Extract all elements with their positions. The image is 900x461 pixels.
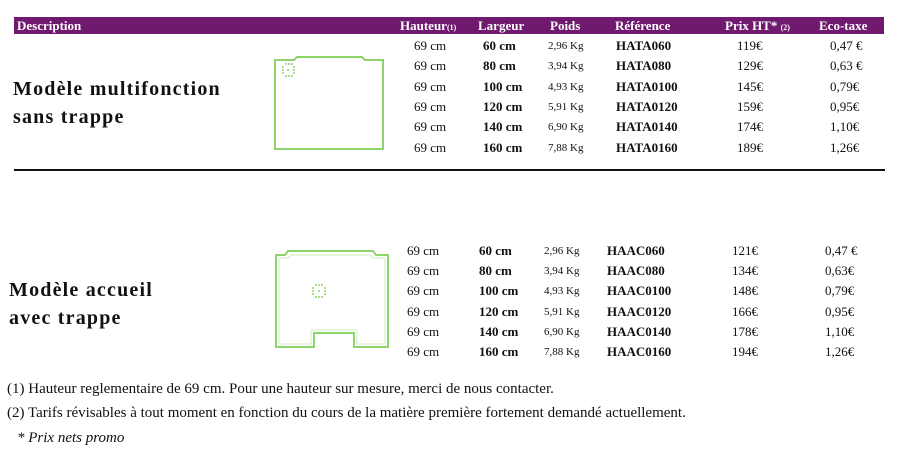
cell-reference: HATA0120 xyxy=(616,98,678,114)
cell-reference: HATA0140 xyxy=(616,119,678,135)
cell-largeur: 160 cm xyxy=(483,139,523,155)
table-row xyxy=(0,97,900,117)
cell-hauteur: 69 cm xyxy=(407,263,440,279)
cell-prix: 121€ xyxy=(732,243,758,258)
cell-ecotaxe: 0,95€ xyxy=(825,303,855,319)
cell-ecotaxe: 0,47 € xyxy=(830,38,863,53)
cell-ecotaxe: 0,63€ xyxy=(825,263,855,279)
cell-prix: 166€ xyxy=(732,303,758,319)
cell-poids: 4,93 Kg xyxy=(548,80,584,93)
cell-hauteur: 69 cm xyxy=(414,119,447,135)
cell-reference: HAAC080 xyxy=(607,263,665,279)
section-divider xyxy=(14,169,885,171)
cell-reference: HATA0160 xyxy=(616,139,678,155)
cell-reference: HAAC0160 xyxy=(607,344,672,359)
cell-ecotaxe: 0,47 € xyxy=(825,243,858,258)
cell-prix: 119€ xyxy=(737,38,763,53)
product-title-line2: sans trappe xyxy=(13,106,125,128)
cell-largeur: 120 cm xyxy=(479,303,519,319)
product-title-line1: Modèle accueil xyxy=(9,279,153,301)
cell-poids: 5,91 Kg xyxy=(548,100,584,113)
cell-largeur: 160 cm xyxy=(479,344,519,359)
cell-ecotaxe: 0,79€ xyxy=(830,78,860,94)
table-row xyxy=(0,138,900,158)
cell-hauteur: 69 cm xyxy=(407,344,440,359)
cell-ecotaxe: 0,95€ xyxy=(830,98,860,114)
table-row xyxy=(0,302,900,322)
cell-hauteur: 69 cm xyxy=(414,58,447,74)
cell-largeur: 140 cm xyxy=(479,323,519,339)
cell-prix: 134€ xyxy=(732,263,758,279)
cell-reference: HATA0100 xyxy=(616,78,678,94)
cell-poids: 3,94 Kg xyxy=(548,60,584,73)
cell-hauteur: 69 cm xyxy=(407,283,440,299)
cell-prix: 145€ xyxy=(737,78,763,94)
cell-largeur: 140 cm xyxy=(483,119,523,135)
cell-largeur: 100 cm xyxy=(483,78,523,94)
cell-largeur: 60 cm xyxy=(479,243,512,258)
cell-ecotaxe: 1,26€ xyxy=(830,139,860,155)
cell-prix: 194€ xyxy=(732,344,758,359)
cell-reference: HATA080 xyxy=(616,58,672,74)
cell-hauteur: 69 cm xyxy=(414,98,447,114)
cell-prix: 159€ xyxy=(737,98,763,114)
cell-poids: 6,90 Kg xyxy=(544,325,580,338)
cell-poids: 3,94 Kg xyxy=(544,265,580,278)
cell-prix: 148€ xyxy=(732,283,758,299)
cell-poids: 5,91 Kg xyxy=(544,305,580,318)
header-description: Description xyxy=(17,18,82,33)
table-row xyxy=(0,77,900,97)
cell-poids: 7,88 Kg xyxy=(548,141,584,154)
header-reference: Référence xyxy=(615,18,671,33)
table-row xyxy=(0,342,900,362)
header-prix: Prix HT* (2) xyxy=(725,18,790,33)
cell-hauteur: 69 cm xyxy=(407,243,440,258)
table-row xyxy=(0,117,900,137)
cell-hauteur: 69 cm xyxy=(414,78,447,94)
cell-poids: 6,90 Kg xyxy=(548,121,584,134)
cell-poids: 2,96 Kg xyxy=(548,40,584,52)
cell-reference: HAAC060 xyxy=(607,243,665,258)
cell-poids: 4,93 Kg xyxy=(544,285,580,298)
cell-reference: HAAC0100 xyxy=(607,283,672,299)
table-row xyxy=(0,241,900,261)
cell-poids: 7,88 Kg xyxy=(544,346,580,358)
cell-largeur: 120 cm xyxy=(483,98,523,114)
table-row xyxy=(0,36,900,56)
cell-largeur: 60 cm xyxy=(483,38,516,53)
cell-reference: HATA060 xyxy=(616,38,672,53)
cell-prix: 178€ xyxy=(732,323,758,339)
table-row xyxy=(0,281,900,301)
product-title-line1: Modèle multifonction xyxy=(13,78,221,100)
footnote-3: * Prix nets promo xyxy=(17,430,125,446)
cell-ecotaxe: 1,26€ xyxy=(825,344,855,359)
cell-ecotaxe: 0,79€ xyxy=(825,283,855,299)
cell-ecotaxe: 1,10€ xyxy=(825,323,855,339)
header-poids: Poids xyxy=(550,18,581,33)
table-row xyxy=(0,261,900,281)
cell-hauteur: 69 cm xyxy=(414,139,447,155)
cell-reference: HAAC0140 xyxy=(607,323,672,339)
cell-prix: 189€ xyxy=(737,139,763,155)
product-title-line2: avec trappe xyxy=(9,307,122,329)
header-ecotaxe: Eco-taxe xyxy=(819,18,868,33)
cell-hauteur: 69 cm xyxy=(414,38,447,53)
cell-reference: HAAC0120 xyxy=(607,303,672,319)
cell-largeur: 80 cm xyxy=(483,58,516,74)
cell-hauteur: 69 cm xyxy=(407,323,440,339)
header-largeur: Largeur xyxy=(478,18,525,33)
cell-largeur: 100 cm xyxy=(479,283,519,299)
cell-prix: 129€ xyxy=(737,58,763,74)
cell-ecotaxe: 0,63 € xyxy=(830,58,863,74)
cell-hauteur: 69 cm xyxy=(407,303,440,319)
footnote-2: (2) Tarifs révisables à tout moment en fonction du cours de la matière première fortement demandé actuellement. xyxy=(7,405,686,421)
header-hauteur: Hauteur(1) xyxy=(400,18,457,33)
cell-ecotaxe: 1,10€ xyxy=(830,119,860,135)
table-header xyxy=(14,17,884,34)
cell-poids: 2,96 Kg xyxy=(544,245,580,257)
cell-largeur: 80 cm xyxy=(479,263,512,279)
table-row xyxy=(0,56,900,76)
footnote-1: (1) Hauteur reglementaire de 69 cm. Pour une hauteur sur mesure, merci de nous contacter. xyxy=(7,381,554,397)
cell-prix: 174€ xyxy=(737,119,763,135)
table-row xyxy=(0,322,900,342)
